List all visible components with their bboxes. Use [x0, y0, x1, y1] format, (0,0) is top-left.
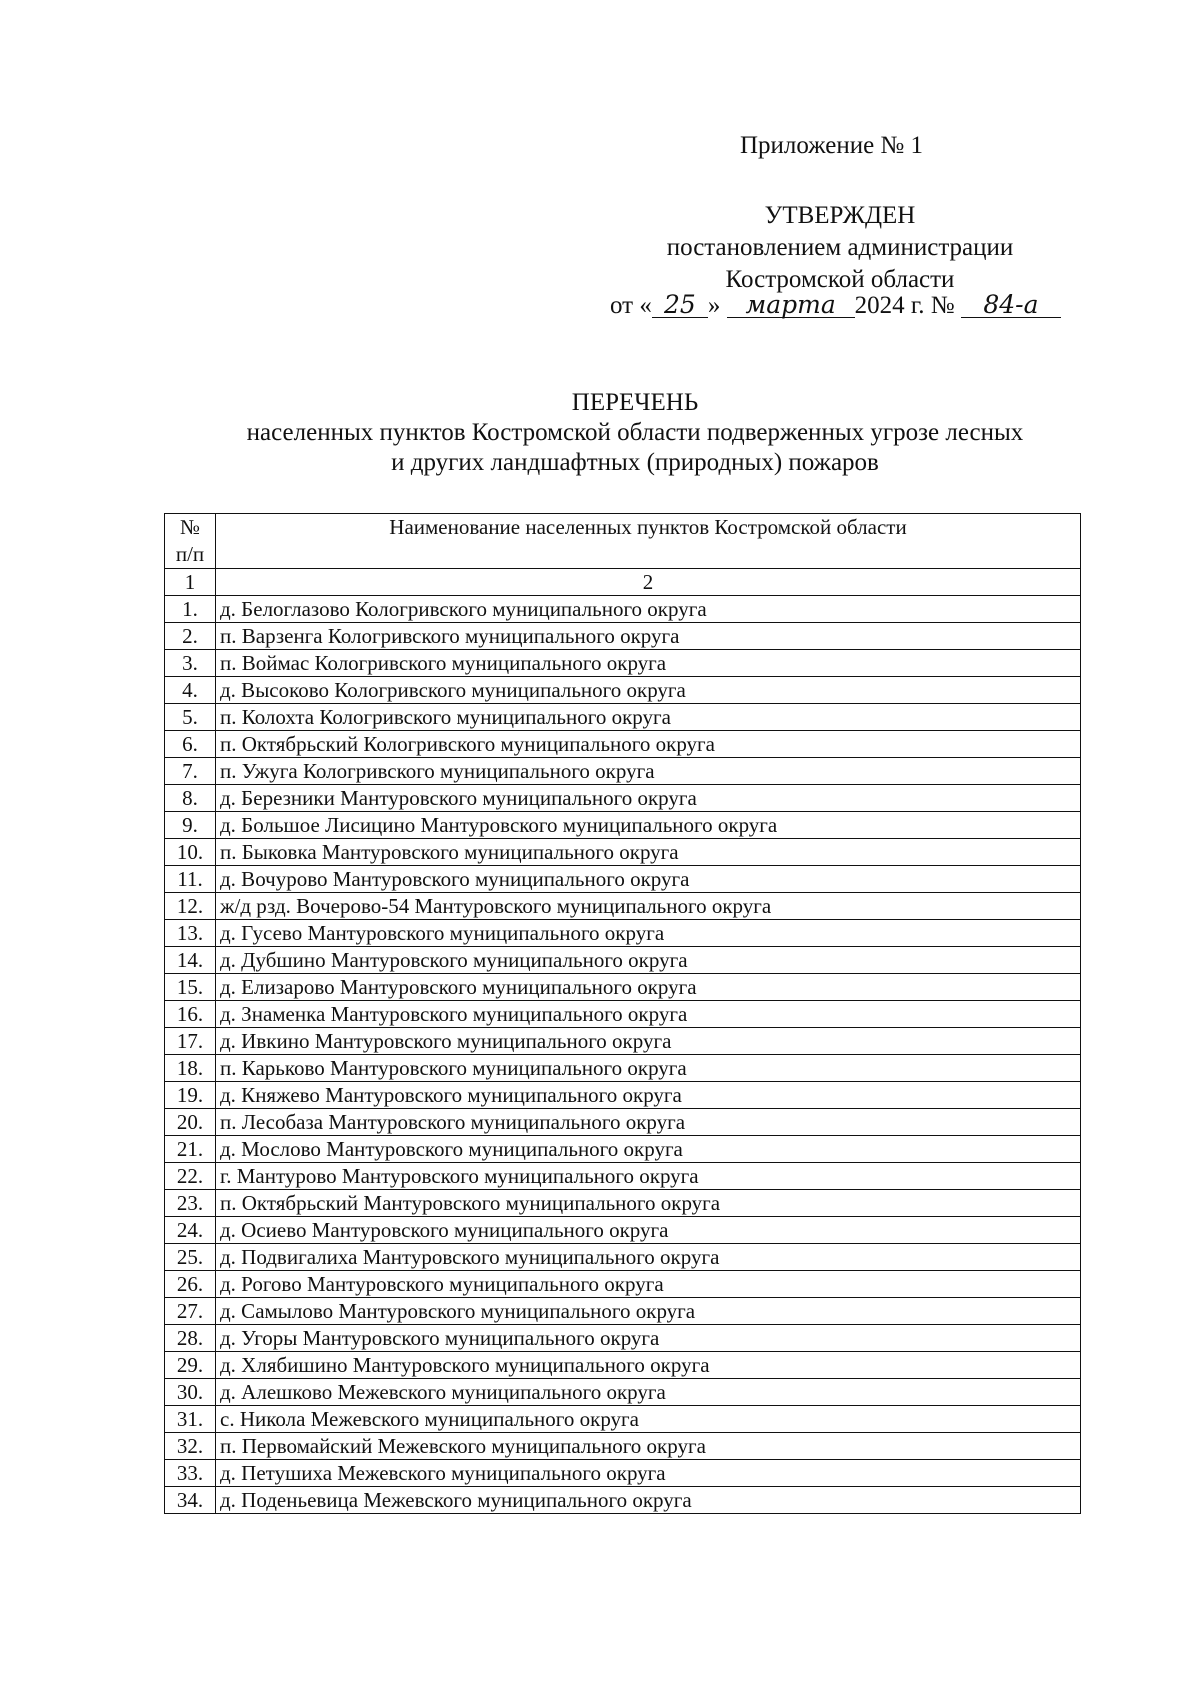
approval-line-2: Костромской области	[725, 266, 955, 293]
row-number: 11.	[165, 866, 216, 893]
settlement-name: д. Рогово Мантуровского муниципального округа	[216, 1271, 1081, 1298]
settlement-name: д. Петушиха Межевского муниципального округа	[216, 1460, 1081, 1487]
title-line-2: и других ландшафтных (природных) пожаров	[391, 449, 879, 476]
title-line-1: населенных пунктов Костромской области подверженных угрозе лесных	[246, 419, 1024, 446]
header-num-symbol: №	[179, 515, 201, 539]
table-row	[165, 1325, 1081, 1352]
row-number: 6.	[165, 731, 216, 758]
table-row	[165, 1433, 1081, 1460]
row-number: 24.	[165, 1217, 216, 1244]
handwritten-month: марта	[727, 293, 855, 318]
table-header-row	[165, 514, 1081, 569]
appendix-label: Приложение № 1	[740, 132, 924, 159]
column-index-row	[165, 569, 1081, 596]
settlement-name: п. Октябрьский Кологривского муниципального округа	[216, 731, 1081, 758]
table-row	[165, 1109, 1081, 1136]
year-and-number-label: 2024 г. №	[854, 292, 955, 319]
table-row	[165, 785, 1081, 812]
row-number: 18.	[165, 1055, 216, 1082]
row-number: 5.	[165, 704, 216, 731]
settlement-name: п. Воймас Кологривского муниципального округа	[216, 650, 1081, 677]
table-row	[165, 758, 1081, 785]
settlement-name: д. Елизарово Мантуровского муниципального округа	[216, 974, 1081, 1001]
row-number: 3.	[165, 650, 216, 677]
row-number: 29.	[165, 1352, 216, 1379]
settlement-name: д. Поденьевица Межевского муниципального округа	[216, 1487, 1081, 1514]
document-title	[120, 388, 1150, 478]
table-row	[165, 839, 1081, 866]
settlement-name: г. Мантурово Мантуровского муниципального округа	[216, 1163, 1081, 1190]
table-row	[165, 1460, 1081, 1487]
table-row	[165, 623, 1081, 650]
row-number: 10.	[165, 839, 216, 866]
settlement-name: д. Гусево Мантуровского муниципального округа	[216, 920, 1081, 947]
settlement-name: п. Варзенга Кологривского муниципального округа	[216, 623, 1081, 650]
settlement-name: д. Хлябишино Мантуровского муниципального округа	[216, 1352, 1081, 1379]
table-row	[165, 1217, 1081, 1244]
row-number: 30.	[165, 1379, 216, 1406]
handwritten-number: 84-а	[961, 293, 1061, 318]
header-num-cell	[165, 514, 216, 569]
header-num-abbr: п/п	[175, 542, 205, 566]
row-number: 7.	[165, 758, 216, 785]
table-row	[165, 1190, 1081, 1217]
table-row	[165, 650, 1081, 677]
settlement-name: д. Самылово Мантуровского муниципального округа	[216, 1298, 1081, 1325]
approval-block	[640, 200, 1040, 296]
row-number: 17.	[165, 1028, 216, 1055]
settlement-name: д. Алешково Межевского муниципального округа	[216, 1379, 1081, 1406]
table-row	[165, 1406, 1081, 1433]
table-row	[165, 974, 1081, 1001]
row-number: 4.	[165, 677, 216, 704]
handwritten-day: 25	[652, 293, 708, 318]
row-number: 21.	[165, 1136, 216, 1163]
settlement-name: п. Первомайский Межевского муниципального округа	[216, 1433, 1081, 1460]
settlement-name: п. Колохта Кологривского муниципального округа	[216, 704, 1081, 731]
table-row	[165, 677, 1081, 704]
column-index-1: 1	[165, 569, 216, 596]
row-number: 13.	[165, 920, 216, 947]
row-number: 19.	[165, 1082, 216, 1109]
row-number: 25.	[165, 1244, 216, 1271]
settlement-name: п. Ужуга Кологривского муниципального округа	[216, 758, 1081, 785]
table-row	[165, 1352, 1081, 1379]
table-row	[165, 920, 1081, 947]
approval-title: УТВЕРЖДЕН	[764, 202, 916, 229]
settlement-name: д. Вочурово Мантуровского муниципального округа	[216, 866, 1081, 893]
table-row	[165, 731, 1081, 758]
row-number: 2.	[165, 623, 216, 650]
table-row	[165, 596, 1081, 623]
row-number: 14.	[165, 947, 216, 974]
table-row	[165, 947, 1081, 974]
settlement-name: п. Быковка Мантуровского муниципального округа	[216, 839, 1081, 866]
table-row	[165, 1271, 1081, 1298]
row-number: 1.	[165, 596, 216, 623]
settlement-name: п. Карьково Мантуровского муниципального округа	[216, 1055, 1081, 1082]
table-row	[165, 1028, 1081, 1055]
approval-line-1: постановлением администрации	[666, 234, 1014, 261]
settlement-name: д. Высоково Кологривского муниципального округа	[216, 677, 1081, 704]
row-number: 8.	[165, 785, 216, 812]
table-row	[165, 812, 1081, 839]
header-name-cell: Наименование населенных пунктов Костромской области	[216, 514, 1081, 569]
settlement-name: п. Лесобаза Мантуровского муниципального округа	[216, 1109, 1081, 1136]
row-number: 23.	[165, 1190, 216, 1217]
row-number: 28.	[165, 1325, 216, 1352]
row-number: 26.	[165, 1271, 216, 1298]
settlement-name: д. Угоры Мантуровского муниципального округа	[216, 1325, 1081, 1352]
row-number: 22.	[165, 1163, 216, 1190]
row-number: 12.	[165, 893, 216, 920]
table-row	[165, 866, 1081, 893]
settlement-name: д. Мослово Мантуровского муниципального округа	[216, 1136, 1081, 1163]
row-number: 20.	[165, 1109, 216, 1136]
approval-date-line	[610, 292, 1061, 320]
settlement-name: д. Большое Лисицино Мантуровского муниципального округа	[216, 812, 1081, 839]
settlement-name: п. Октябрьский Мантуровского муниципального округа	[216, 1190, 1081, 1217]
table-row	[165, 1082, 1081, 1109]
settlement-name: д. Березники Мантуровского муниципального округа	[216, 785, 1081, 812]
table-row	[165, 1244, 1081, 1271]
settlement-name: д. Дубшино Мантуровского муниципального округа	[216, 947, 1081, 974]
row-number: 31.	[165, 1406, 216, 1433]
row-number: 27.	[165, 1298, 216, 1325]
title-heading: ПЕРЕЧЕНЬ	[571, 389, 699, 416]
settlements-table	[164, 513, 1081, 1514]
row-number: 33.	[165, 1460, 216, 1487]
table-row	[165, 1136, 1081, 1163]
settlement-name: д. Ивкино Мантуровского муниципального округа	[216, 1028, 1081, 1055]
row-number: 9.	[165, 812, 216, 839]
table-row	[165, 1001, 1081, 1028]
table-row	[165, 1379, 1081, 1406]
column-index-2: 2	[216, 569, 1081, 596]
table-row	[165, 1055, 1081, 1082]
settlement-name: д. Белоглазово Кологривского муниципального округа	[216, 596, 1081, 623]
settlement-name: д. Знаменка Мантуровского муниципального округа	[216, 1001, 1081, 1028]
table-row	[165, 704, 1081, 731]
table-row	[165, 1163, 1081, 1190]
table-row	[165, 893, 1081, 920]
settlement-name: ж/д рзд. Вочерово-54 Мантуровского муниципального округа	[216, 893, 1081, 920]
date-prefix: от «	[610, 292, 652, 319]
row-number: 15.	[165, 974, 216, 1001]
table-row	[165, 1487, 1081, 1514]
table-row	[165, 1298, 1081, 1325]
row-number: 16.	[165, 1001, 216, 1028]
settlement-name: д. Осиево Мантуровского муниципального округа	[216, 1217, 1081, 1244]
settlement-name: с. Никола Межевского муниципального округа	[216, 1406, 1081, 1433]
settlement-name: д. Княжево Мантуровского муниципального округа	[216, 1082, 1081, 1109]
row-number: 34.	[165, 1487, 216, 1514]
day-close-quote: »	[707, 292, 721, 319]
row-number: 32.	[165, 1433, 216, 1460]
settlement-name: д. Подвигалиха Мантуровского муниципального округа	[216, 1244, 1081, 1271]
